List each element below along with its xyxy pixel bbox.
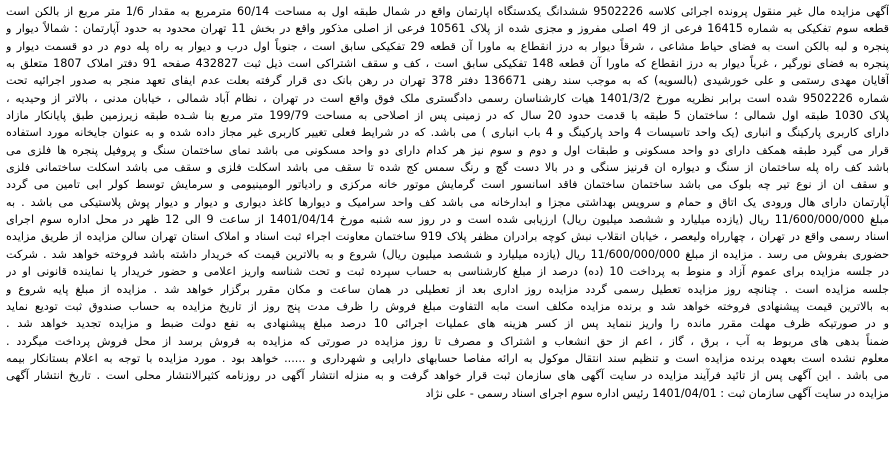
notice-line: آپارتمان دارای هال ورودی یک اتاق و حمام و سرویس بهداشتی مجزا و ابدارخانه می باشد کف واحد سرامیک و دیوارها کاغذ دیواری و دیوار و دیوار پوش پلاستیکی می باشد . به xyxy=(6,195,889,209)
notice-line: در جلسه مزایده برای عموم آزاد و منوط به پرداخت 10 (ده) درصد از مبلغ کارشناسی به حساب سپرده ثبت و تحت شناسه واریز اعلامی و حضور خریدار یا نماینده قانونی او در xyxy=(6,265,889,279)
notice-line: به بالاترین قیمت پیشنهادی فروخته خواهد شد و برنده مزایده مکلف است مابه التفاوت مبلغ فروش را ظرف مدت پنج روز از تاریخ مزایده به حساب صندوق ثبت تودیع نماید xyxy=(6,299,889,313)
notice-signature-line: مزایده در سایت آگهی سازمان ثبت : 1401/04/01 رئیس اداره سوم اجرای اسناد رسمی - علی نژاد xyxy=(425,386,889,400)
notice-line: حضوری بفروش می رسد . مزایده از مبلغ 11/600/000/000 ریال (یازده میلیارد و ششصد میلیون ریال) شروع و به بالاترین قیمت که خریدار داشته باشد فروخته خواهد شد . شرکت xyxy=(6,247,889,261)
notice-line: ضمناً بدهی های مربوط به آب ، برق ، گاز ، اعم از حق انشعاب و اشتراک و مصرف تا روز مزایده در صورتی که مزایده به فروش برسد از محل فروش پرداخت میگردد . xyxy=(6,334,889,348)
notice-line: باشد کف راه پله ساختمان از سنگ و دیواره ان قرنیز سنگی و در بالا دست گچ و رنگ سمس کج شده تا سقف می باشد اسکلت فلزی و سقف می باشد اسکلت ساختمانی فلزی xyxy=(6,161,889,175)
notice-line: قطعه سوم تفکیکی به شماره 16415 فرعی از 49 اصلی مفروز و مجزی شده از پلاک 10561 فرعی از اصلی مذکور واقع در بخش 11 تهران محدود به حدود آپارتمان : شمالاً دیوار و xyxy=(6,22,889,36)
notice-line: پنجره به فضای نورگیر ، غرباً دیوار به درز انقطاع که ماورا آن قطعه 148 تفکیکی سابق است ، کف و سقف اشتراکی است ذیل ثبت 432827 صفحه 91 دفتر املاک 1807 متعلق به xyxy=(6,57,889,71)
notice-line: می باشد . این آگهی پس از تائید فرآیند مزایده در سایت آگهی های سازمان ثبت قرار خواهد گرفت و به منزله انتشار آگهی در روزنامه کثیرالانتشار محلی است . تاریخ انتشار آگهی xyxy=(6,369,889,383)
notice-line: قرار می گیرد طبقه همکف دارای دو واحد مسکونی و طبقات اول و دوم و سوم نیز هر کدام دارای دو واحد مسکونی می باشد نمای ساختمان سنگ و پروفیل پنجره ها فلزی می xyxy=(6,143,889,157)
notice-line: شماره 9502226 شده است برابر نظریه مورخ 1401/3/2 هیات کارشناسان رسمی دادگستری ملک فوق واقع است در تهران ، نظام آباد شمالی ، خیابان مدنی ، بالاتر از وحیدیه ، xyxy=(6,91,889,105)
notice-line: و در صورتیکه ظرف مهلت مقرر مانده را واریز ننماید پس از کسر هزینه های عملیات اجرائی 10 درصد مبلغ پیشنهادی به نفع دولت ضبط و مزایده تجدید خواهد شد . xyxy=(6,317,889,331)
notice-line: مبلغ 11/600/000/000 ریال (یازده میلیارد و ششصد میلیون ریال) ارزیابی شده است و در روز سه شنبه مورخ 1401/04/14 از ساعت 9 الی 12 ظهر در محل اداره سوم اجرای xyxy=(6,213,889,227)
notice-line: پلاک 1030 طبقه اول شمالی ؛ ساختمان 5 طبقه با قدمت حدود 20 سال که در زمینی پس از اصلاحی به مساحت 199/79 متر مربع بنا شـده طبقه زیرزمین طبق پایانکار مازاد xyxy=(6,109,889,123)
notice-line: پنجره و لبه بالکن است به فضای حیاط مشاعی ، شرقاً دیوار به درز انقطاع به ماورا آن قطعه 29 تفکیکی سابق است ، جنوباً اول درب و دیوار به راه پله دوم در دو قسمت دیوار و xyxy=(6,39,889,53)
notice-line: معلوم نشده است بعهده برنده مزایده است و تنظیم سند انتقال موکول به ارائه مفاصا حسابهای دارایی و شهرداری و ...... خواهد بود . مورد مزایده با توجه به اعلام بستانکار بیمه xyxy=(6,351,889,365)
notice-line: اسناد رسمی واقع در تهران ، چهارراه ولیعصر ، خیابان انقلاب نبش کوچه برادران مظفر پلاک 919 ساختمان معاونت اجراء ثبت اسناد و املاک استان تهران سالن مزایده از طریق مزایده xyxy=(6,230,889,244)
notice-line: آقایان مهدی رستمی و علی خورشیدی (بالسویه) که به موجب سند رهنی 136671 دفتر 378 تهران در رهن بانک دی قرار گرفته بعلت عدم ایفای تعهد منجر به صدور اجرائیه تحت xyxy=(6,74,889,88)
notice-line: جلسه مزایده است . چنانچه روز مزایده تعطیل رسمی گردد مزایده روز اداری بعد از تعطیلی در همان ساعت و مکان مقرر برگزار خواهد شد . مزایده از مبلغ پایه شروع و xyxy=(6,282,889,296)
notice-line: دارای کاربری پارکینگ و انباری (یک واحد تاسیسات 4 واحد پارکینگ و 4 باب انباری ) می باشد. که در شرایط فعلی تغییر کاربری غیر مجاز داده شده و به عنوان جایخانه مورد استفاده xyxy=(6,126,889,140)
notice-line: و سقف ان از نوع تیر چه بلوک می باشد ساختمان ساختمان فاقد اسانسور است گرمایش موتور خانه مرکزی و رادیاتور الومینیومی و سرمایش توسط کولر ابی تامین می گردد xyxy=(6,178,889,192)
notice-line: آگهی مزایده مال غیر منقول پرونده اجرائی کلاسه 9502226 ششدانگ یکدستگاه اپارتمان واقع در شمال طبقه اول به مساحت 60/14 مترمربع به مقدار 1/6 متر مربع از بالکن است xyxy=(6,5,889,18)
